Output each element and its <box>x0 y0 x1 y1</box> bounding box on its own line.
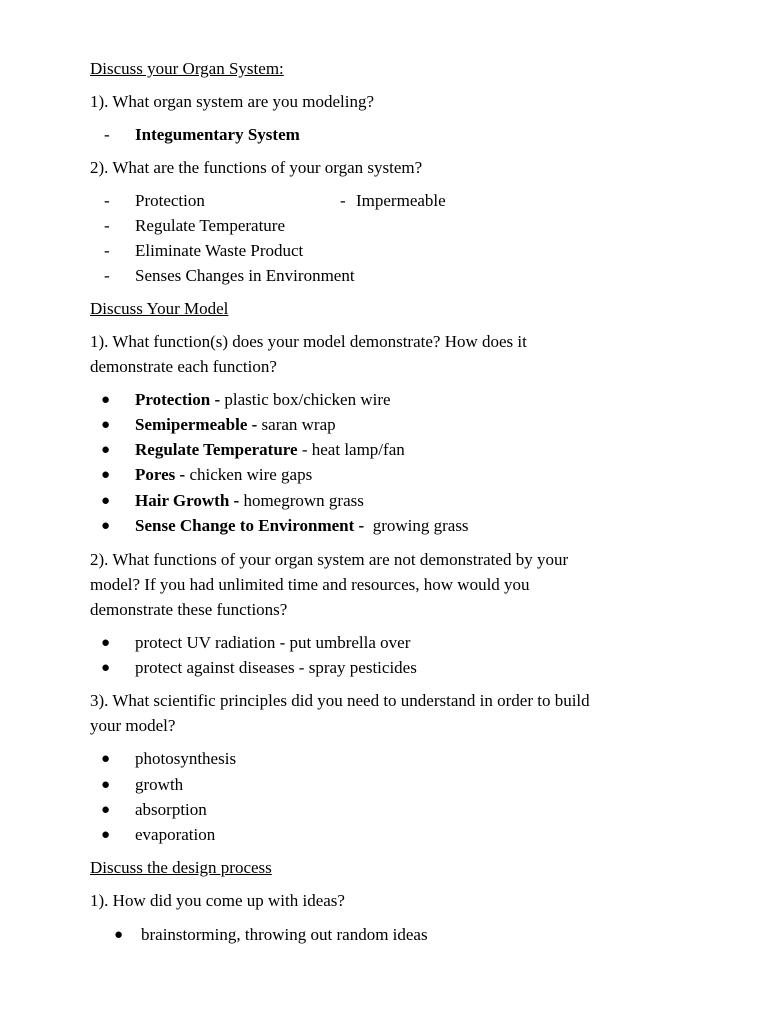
not-demonstrated-item: protect UV radiation - put umbrella over <box>135 633 411 652</box>
section-heading-design-process: Discuss the design process <box>90 858 272 877</box>
question-1-model-functions: 1). What function(s) does your model demonstrate? How does it <box>90 332 527 351</box>
not-demonstrated-item: protect against diseases - spray pesticides <box>135 658 417 677</box>
principle-item: evaporation <box>135 825 216 844</box>
bullet-marker: ● <box>101 777 111 793</box>
principle-item: growth <box>135 775 184 794</box>
bullet-marker: ● <box>101 660 111 676</box>
question-2-not-demonstrated-cont: model? If you had unlimited time and resources, how would you <box>90 575 530 594</box>
bullet-marker: ● <box>101 442 111 458</box>
dash-marker: - <box>104 241 110 260</box>
question-3-scientific-principles-cont: your model? <box>90 716 176 735</box>
bullet-marker: ● <box>101 751 111 767</box>
dash-marker: - <box>104 191 110 210</box>
question-1-model-functions-cont: demonstrate each function? <box>90 357 277 376</box>
section-heading-organ-system: Discuss your Organ System: <box>90 59 284 78</box>
section-heading-your-model: Discuss Your Model <box>90 299 229 318</box>
dash-marker: - <box>104 125 110 144</box>
bullet-marker: ● <box>101 635 111 651</box>
dash-marker: - <box>104 266 110 285</box>
principle-item: absorption <box>135 800 207 819</box>
bullet-marker: ● <box>101 827 111 843</box>
ideas-item: brainstorming, throwing out random ideas <box>141 925 428 944</box>
principle-item: photosynthesis <box>135 749 237 768</box>
bullet-marker: ● <box>101 802 111 818</box>
model-item: Hair Growth - homegrown grass <box>135 491 364 510</box>
bullet-marker: ● <box>101 493 111 509</box>
bullet-marker: ● <box>101 467 111 483</box>
answer-integumentary-system: Integumentary System <box>135 125 300 144</box>
dash-marker: - <box>104 216 110 235</box>
bullet-marker: ● <box>114 927 124 943</box>
question-2-not-demonstrated-cont: demonstrate these functions? <box>90 600 288 619</box>
bullet-marker: ● <box>101 392 111 408</box>
model-item: Semipermeable - saran wrap <box>135 415 336 434</box>
model-item: Sense Change to Environment - growing grass <box>135 516 469 535</box>
model-item: Pores - chicken wire gaps <box>135 465 313 484</box>
bullet-marker: ● <box>101 417 111 433</box>
question-1-organ-system: 1). What organ system are you modeling? <box>90 92 375 111</box>
question-2-functions: 2). What are the functions of your organ system? <box>90 158 423 177</box>
function-item: Protection <box>135 191 205 210</box>
question-2-not-demonstrated: 2). What functions of your organ system are not demonstrated by your <box>90 550 569 569</box>
model-item: Regulate Temperature - heat lamp/fan <box>135 440 405 459</box>
model-item: Protection - plastic box/chicken wire <box>135 390 391 409</box>
function-item: Regulate Temperature <box>135 216 286 235</box>
bullet-marker: ● <box>101 518 111 534</box>
function-item: Impermeable <box>356 191 446 210</box>
question-3-scientific-principles: 3). What scientific principles did you need to understand in order to build <box>90 691 590 710</box>
function-item: Senses Changes in Environment <box>135 266 355 285</box>
question-1-ideas: 1). How did you come up with ideas? <box>90 891 345 910</box>
dash-marker: - <box>340 191 346 210</box>
function-item: Eliminate Waste Product <box>135 241 304 260</box>
